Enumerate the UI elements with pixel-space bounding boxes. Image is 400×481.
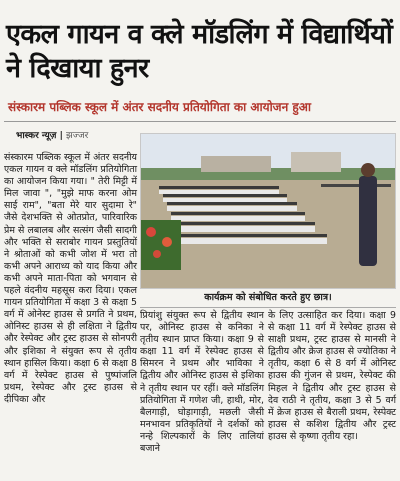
article-paragraph-3: के लिए उत्साहित कर दिया। कक्षा 9 से कक्षा 11 वर्ग में रेस्पेक्ट हाउस से साक्षी प्रथम, ट्रस्ट हाउस से मानसी ने द्वितीय और क्रेज हाउस से ज्योतिका ने तृतीय, कक्षा 6 से 8 वर्ग में ओनिस्ट हाउस की गुंजन से प्रथम, रेस्पेक्ट की मिहल ने द्वितीय और ट्रस्ट हाउस से देव राठी ने तृतीय, कक्षा 3 से 5 वर्ग में क्रेज हाउस से बैराली प्रथम, रेस्पेक्ट हाउस से कशिश द्वितीय और ट्रस्ट हाउस से कृष्णा तृतीय रहा। [268,310,396,442]
article-column-1 [4,152,137,406]
byline [16,130,134,142]
photo-caption: कार्यक्रम को संबोधित करते हुए छात्र। [204,292,332,303]
article-column-2 [140,310,264,455]
byline-separator: | [59,131,67,141]
byline-source: भास्कर न्यूज़ [16,131,57,141]
subheadline: संस्कारम पब्लिक स्कूल में अंतर सदनीय प्रतियोगिता का आयोजन हुआ [8,100,312,114]
caption-divider [140,307,396,308]
article-column-3 [268,310,396,443]
article-photo [140,133,396,289]
byline-place: झज्जर [66,131,89,141]
article-paragraph-2: प्रियांशु संयुक्त रूप से द्वितीय स्थान पर, ओनिस्ट हाउस से कनिका ने तृतीय स्थान प्राप्त किया। कक्षा 9 से कक्षा 11 वर्ग में रेस्पेक्ट हाउस से सिमरन ने प्रथम और भाविका ने द्वितीय और ओनिस्ट हाउस से इशिका ने तृतीय स्थान पर रहीं। क्ले मॉडलिंग प्रतियोगिता में गणेश जी, हाथी, मोर, बैलगाड़ी, घोड़ागाड़ी, मछली जैसी मनभावन प्रतिकृतियों ने दर्शकों को नन्हे शिल्पकारों के लिए तालियां बजाने [140,310,264,455]
article-paragraph-1: संस्कारम पब्लिक स्कूल में अंतर सदनीय एकल गायन व क्ले मॉडलिंग प्रतियोगिता का आयोजन किया गया। " तेरी मिट्टी में मिल जावा ", "मुझे माफ करना ओम साई राम", "बता मेरे यार सुदामा रे" जैसे देशभक्ति से ओतप्रोत, पारिवारिक प्रेम से लबालब और सत्संग जैसी सादगी और भक्ति से सराबोर गायन प्रस्तुतियों ने श्रोताओं को कभी जोश में भरा तो कभी अपने आराध्य को याद किया और कभी अपने माता-पिता को भगवान से पहले वंदनीय महसूस करा दिया। एकल गायन प्रतियोगिता में कक्षा 3 से कक्षा 5 वर्ग में ओनेस्ट हाउस से प्रगति ने प्रथम, ओनिस्ट हाउस से ही लक्षिता ने द्वितीय और रेस्पेक्ट और ट्रस्ट हाउस से सोनपरी और इशिका ने संयुक्त रूप से तृतीय स्थान हासिल किया। कक्षा 6 से कक्षा 8 वर्ग में रेस्पेक्ट हाउस से पुष्पांजलि प्रथम, रेस्पेक्ट और ट्रस्ट हाउस से दीपिका और [4,152,137,405]
headline: एकल गायन व क्ले मॉडलिंग में विद्यार्थियों ने दिखाया हुनर [6,19,393,84]
photo-illustration [141,134,396,289]
divider [4,121,396,122]
